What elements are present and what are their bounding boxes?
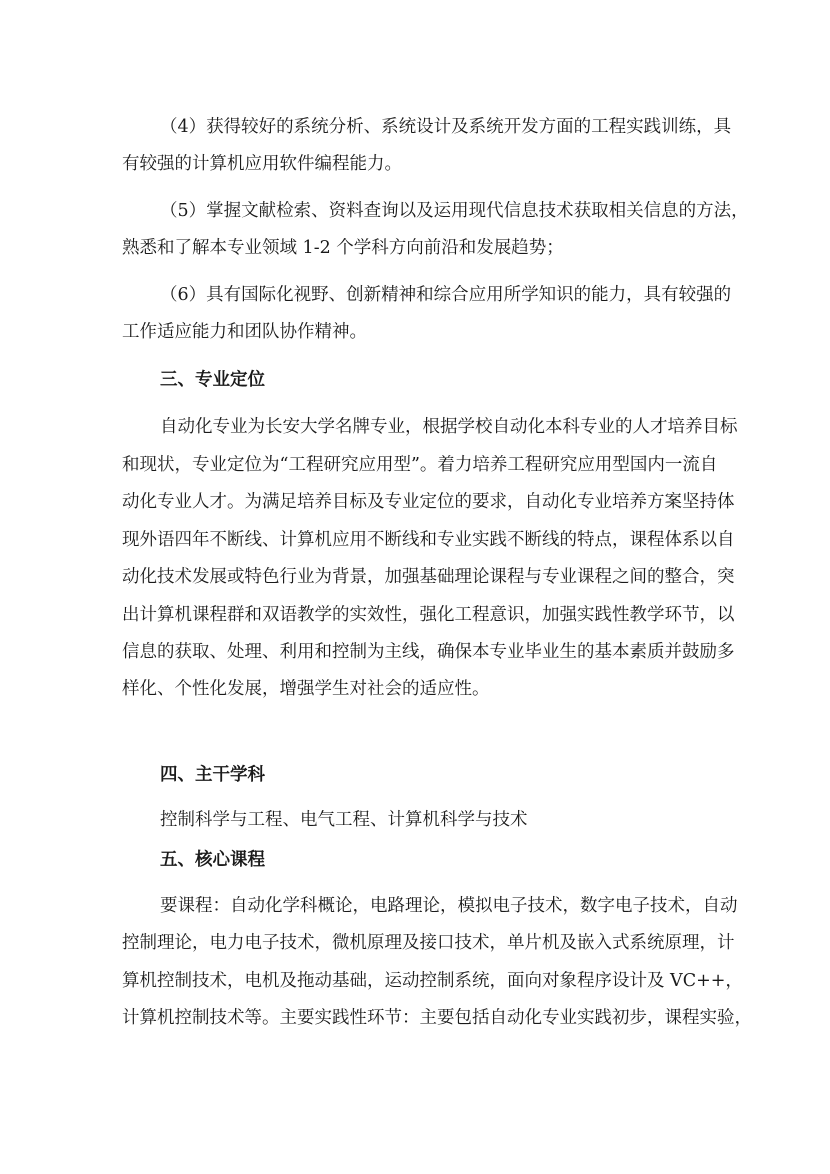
paragraph-line: 控制理论，电力电子技术，微机原理及接口技术，单片机及嵌入式系统原理，计 (122, 933, 735, 953)
paragraph-line: 样化、个性化发展，增强学生对社会的适应性。 (122, 679, 490, 699)
paragraph-line: 计算机控制技术等。主要实践性环节：主要包括自动化专业实践初步，课程实验， (122, 1008, 752, 1028)
paragraph-line: 出计算机课程群和双语教学的实效性，强化工程意识，加强实践性教学环节，以 (122, 605, 735, 625)
paragraph-line: 熟悉和了解本专业领域 1-2 个学科方向前沿和发展趋势； (122, 238, 564, 258)
paragraph-line: 动化专业人才。为满足培养目标及专业定位的要求，自动化专业培养方案坚持体 (122, 492, 735, 512)
paragraph-line: 要课程：自动化学科概论，电路理论，模拟电子技术，数字电子技术，自动 (160, 896, 738, 916)
paragraph-line: 有较强的计算机应用软件编程能力。 (122, 154, 402, 174)
paragraph-line: 信息的获取、处理、利用和控制为主线，确保本专业毕业生的基本素质并鼓励多 (122, 642, 735, 662)
paragraph-line: 动化技术发展或特色行业为背景，加强基础理论课程与专业课程之间的整合，突 (122, 567, 735, 587)
paragraph-line: 自动化专业为长安大学名牌专业，根据学校自动化本科专业的人才培养目标 (160, 417, 738, 437)
paragraph-line: 工作适应能力和团队协作精神。 (122, 322, 367, 342)
section-heading: 三、专业定位 (160, 370, 265, 390)
paragraph-line: 现外语四年不断线、计算机应用不断线和专业实践不断线的特点，课程体系以自 (122, 530, 735, 550)
paragraph-line: （5）掌握文献检索、资料查询以及运用现代信息技术获取相关信息的方法， (160, 201, 749, 221)
section-heading: 五、核心课程 (160, 850, 265, 870)
paragraph-line: （4）获得较好的系统分析、系统设计及系统开发方面的工程实践训练，具 (160, 117, 732, 137)
paragraph-line: （6）具有国际化视野、创新精神和综合应用所学知识的能力，具有较强的 (160, 285, 732, 305)
paragraph-line: 控制科学与工程、电气工程、计算机科学与技术 (160, 810, 528, 830)
section-heading: 四、主干学科 (160, 765, 265, 785)
paragraph-line: 算机控制技术，电机及拖动基础，运动控制系统，面向对象程序设计及 VC++， (122, 971, 743, 991)
paragraph-line: 和现状，专业定位为“工程研究应用型”。着力培养工程研究应用型国内一流自 (122, 455, 718, 475)
